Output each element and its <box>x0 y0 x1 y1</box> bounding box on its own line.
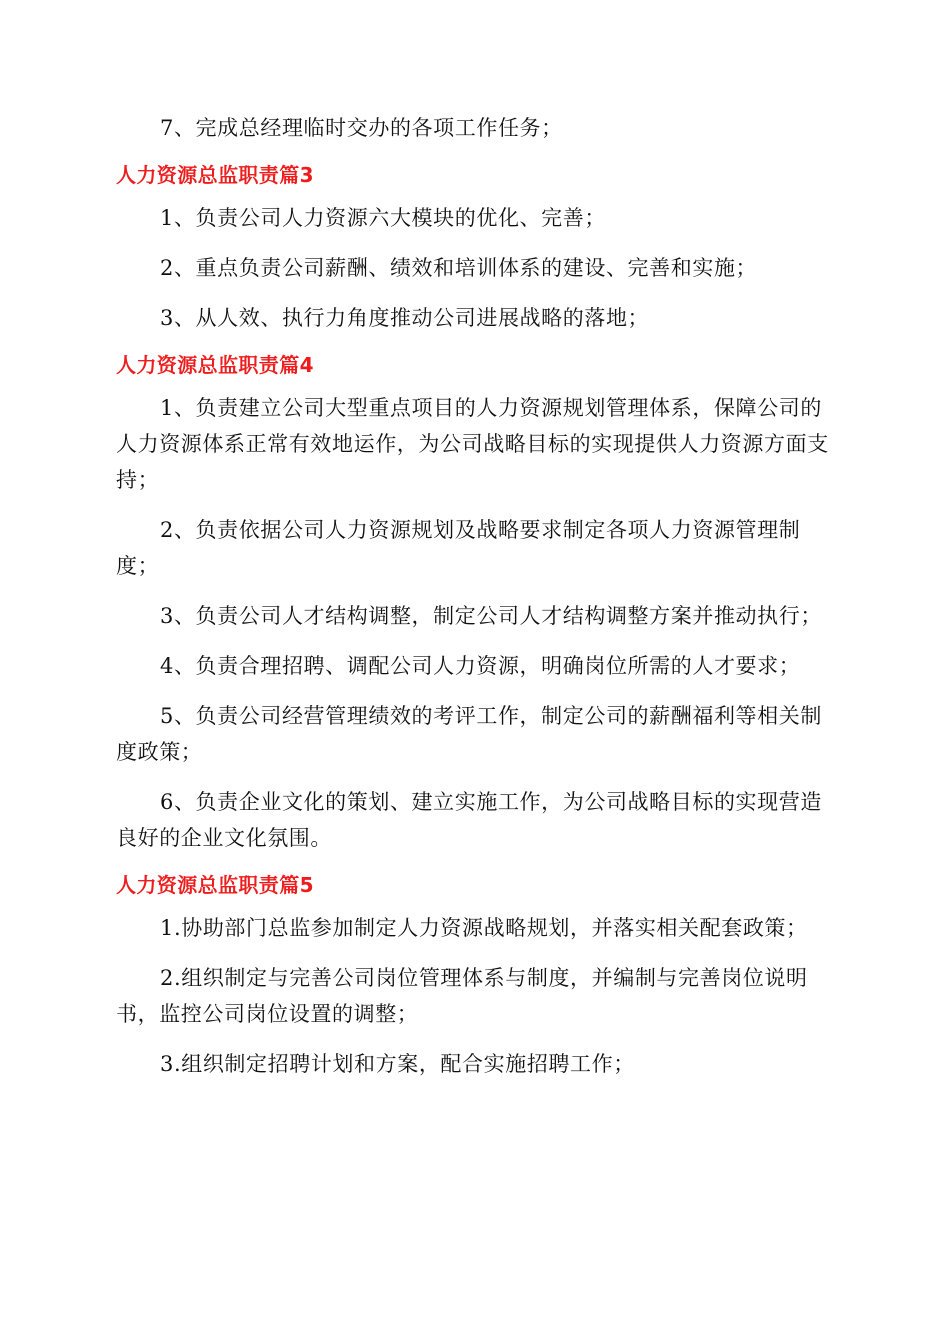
list-item: 4、负责合理招聘、调配公司人力资源，明确岗位所需的人才要求； <box>160 654 801 678</box>
list-item: 3、负责公司人才结构调整，制定公司人才结构调整方案并推动执行； <box>160 604 822 628</box>
section-3 <box>116 160 836 336</box>
section-4 <box>116 350 836 856</box>
intro-paragraph: 7、完成总经理临时交办的各项工作任务； <box>160 116 563 140</box>
list-item: 2、负责依据公司人力资源规划及战略要求制定各项人力资源管理制度； <box>116 518 801 578</box>
list-item: 5、负责公司经营管理绩效的考评工作，制定公司的薪酬福利等相关制度政策； <box>116 704 822 764</box>
section-heading: 人力资源总监职责篇4 <box>116 353 314 377</box>
list-item: 3.组织制定招聘计划和方案，配合实施招聘工作； <box>160 1052 635 1076</box>
section-5 <box>116 870 836 1082</box>
section-heading: 人力资源总监职责篇3 <box>116 163 314 187</box>
document-body <box>116 110 836 1096</box>
list-item: 1.协助部门总监参加制定人力资源战略规划，并落实相关配套政策； <box>160 916 808 940</box>
list-item: 1、负责公司人力资源六大模块的优化、完善； <box>160 206 606 230</box>
list-item: 6、负责企业文化的策划、建立实施工作，为公司战略目标的实现营造良好的企业文化氛围。 <box>116 790 822 850</box>
list-item: 2、重点负责公司薪酬、绩效和培训体系的建设、完善和实施； <box>160 256 758 280</box>
section-heading: 人力资源总监职责篇5 <box>116 873 314 897</box>
list-item: 2.组织制定与完善公司岗位管理体系与制度，并编制与完善岗位说明书，监控公司岗位设置的调整； <box>116 966 808 1026</box>
list-item: 3、从人效、执行力角度推动公司进展战略的落地； <box>160 306 650 330</box>
list-item: 1、负责建立公司大型重点项目的人力资源规划管理体系，保障公司的人力资源体系正常有效地运作，为公司战略目标的实现提供人力资源方面支持； <box>116 396 829 492</box>
